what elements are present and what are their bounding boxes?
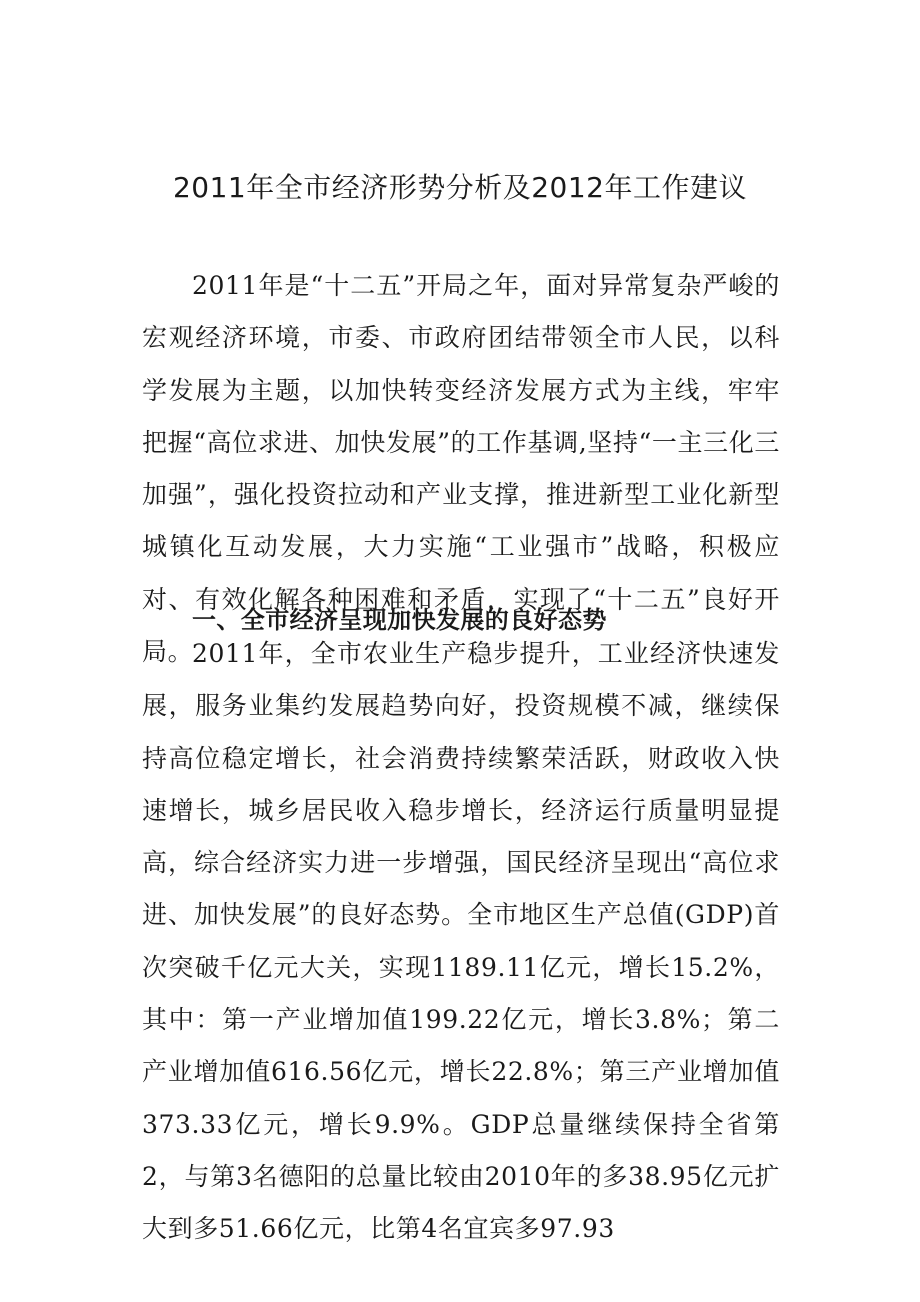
intro-paragraph: 2011年是“十二五”开局之年，面对异常复杂严峻的宏观经济环境，市委、市政府团结带领全市人民，以科学发展为主题，以加快转变经济发展方式为主线，牢牢把握“高位求进、加快发展”的工作基调,坚持“一主三化三加强”，强化投资拉动和产业支撑，推进新型工业化新型城镇化互动发展，大力实施“工业强市”战略，积极应对、有效化解各种困难和矛盾，实现了“十二五”良好开局。: [142, 271, 780, 667]
section-heading-1: 一、全市经济呈现加快发展的良好态势: [192, 606, 607, 634]
section-1-paragraph: 2011年，全市农业生产稳步提升，工业经济快速发展，服务业集约发展趋势向好，投资规模不减，继续保持高位稳定增长，社会消费持续繁荣活跃，财政收入快速增长，城乡居民收入稳步增长，经济运行质量明显提高，综合经济实力进一步增强，国民经济呈现出“高位求进、加快发展”的良好态势。全市地区生产总值(GDP)首次突破千亿元大关，实现1189.11亿元，增长15.2%，其中：第一产业增加值199.22亿元，增长3.8%；第二产业增加值616.56亿元，增长22.8%；第三产业增加值373.33亿元，增长9.9%。GDP总量继续保持全省第2，与第3名德阳的总量比较由2010年的多38.95亿元扩大到多51.66亿元，比第4名宜宾多97.93: [142, 639, 780, 1244]
document-title: 2011年全市经济形势分析及2012年工作建议: [172, 171, 748, 204]
